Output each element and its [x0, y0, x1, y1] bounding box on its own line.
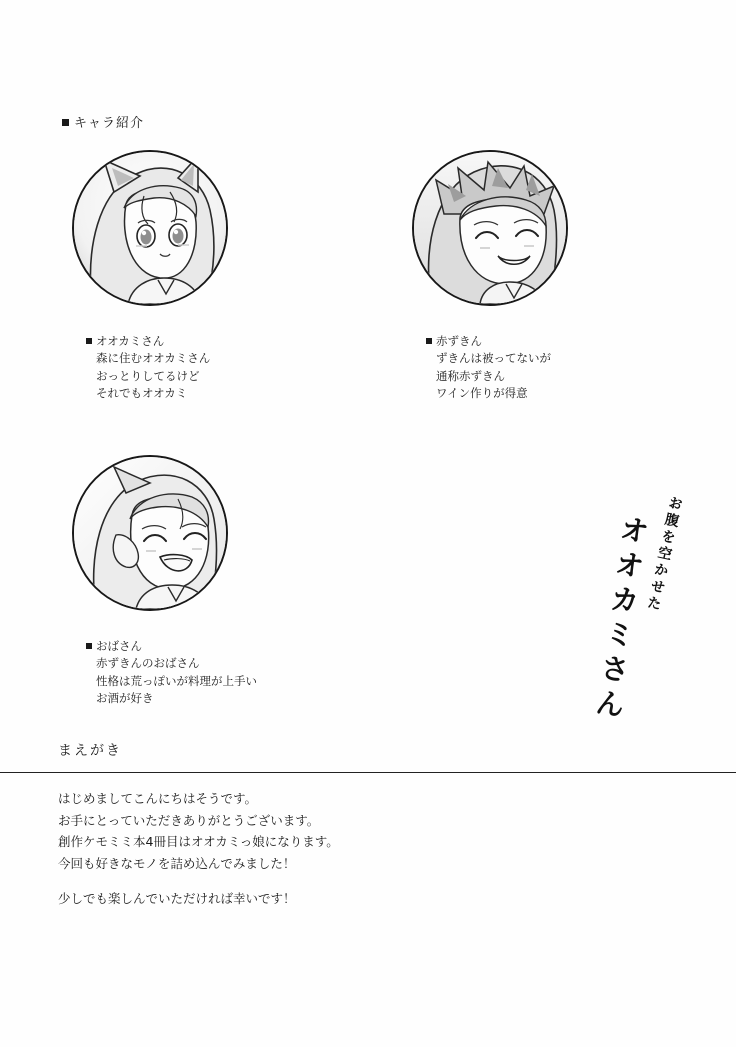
preface-body	[58, 788, 339, 910]
character-description-line: おっとりしてるけど	[96, 368, 200, 383]
wolf-girl-portrait-icon	[72, 150, 228, 306]
preface-line: 今回も好きなモノを詰め込んでみました！	[58, 855, 296, 871]
vertical-title-subline: お腹を空かせた	[643, 494, 685, 614]
square-bullet-icon	[62, 119, 69, 126]
character-description-line: お酒が好き	[96, 691, 154, 706]
square-bullet-icon	[426, 338, 432, 344]
horizontal-divider	[0, 772, 736, 773]
character-card	[72, 455, 257, 708]
square-bullet-icon	[86, 338, 92, 344]
character-card	[412, 150, 568, 403]
preface-line: 創作ケモミミ本4冊目はオオカミっ娘になります。	[58, 834, 339, 849]
character-description-line: それでもオオカミ	[96, 386, 188, 401]
preface-line: はじめましてこんにちはそうです。	[58, 791, 258, 806]
section-heading	[62, 112, 144, 131]
character-description-line: ずきんは被ってないが	[436, 351, 551, 366]
preface-line: 少しでも楽しんでいただければ幸いです！	[58, 891, 296, 906]
character-name: おばさん	[86, 638, 257, 655]
character-description-line: 赤ずきんのおばさん	[96, 656, 200, 671]
red-riding-hood-portrait-icon	[412, 150, 568, 306]
square-bullet-icon	[86, 643, 92, 649]
character-name: オオカミさん	[86, 333, 228, 350]
character-name: 赤ずきん	[426, 333, 568, 350]
aunt-portrait-icon	[72, 455, 228, 611]
character-description-line: ワイン作りが得意	[436, 386, 528, 401]
section-heading-label: キャラ紹介	[74, 116, 145, 131]
paragraph-spacer	[58, 874, 339, 888]
character-description-line: 森に住むオオカミさん	[96, 351, 211, 366]
vertical-title-mainline: オオカミさん	[589, 512, 653, 726]
character-description	[426, 333, 568, 403]
character-description-line: 通称赤ずきん	[436, 368, 505, 383]
character-description	[86, 333, 228, 403]
preface-line: お手にとっていただきありがとうございます。	[58, 812, 320, 828]
character-card	[72, 150, 228, 403]
preface-heading: まえがき	[58, 743, 122, 759]
character-description-line: 性格は荒っぽいが料理が上手い	[96, 673, 257, 688]
character-description	[86, 638, 257, 708]
vertical-title	[560, 490, 700, 760]
